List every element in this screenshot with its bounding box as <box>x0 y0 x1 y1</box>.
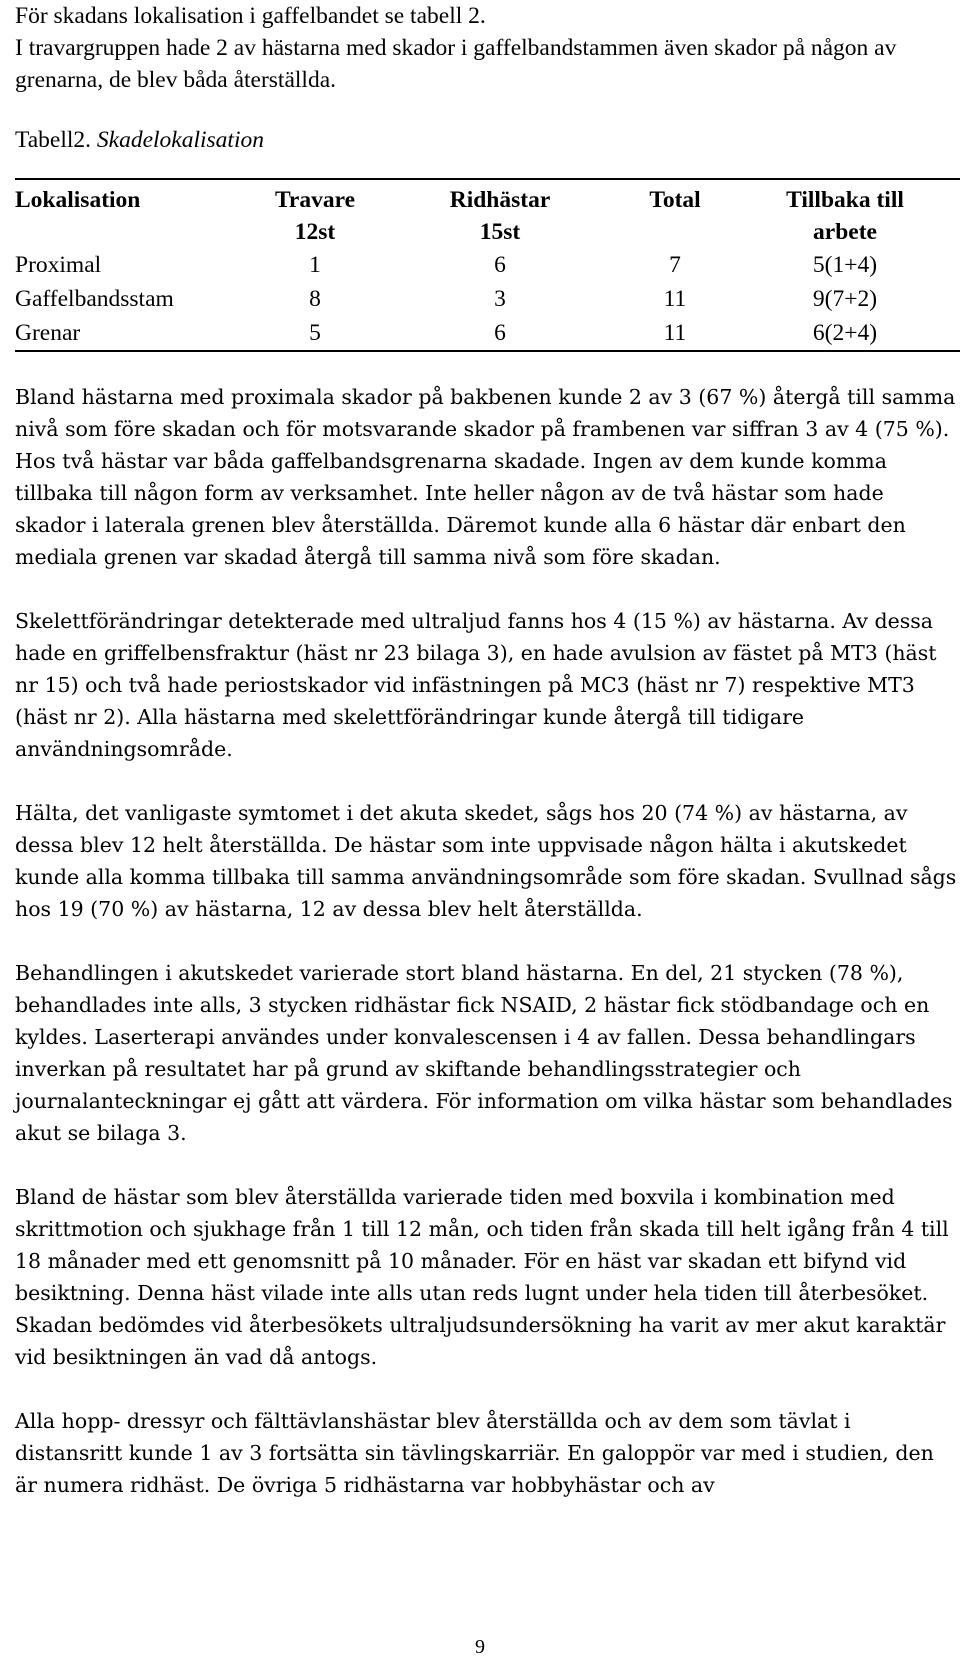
cell-lokalisation: Gaffelbandsstam <box>15 286 174 312</box>
cell-tillbaka: 5(1+4) <box>812 252 878 278</box>
table-caption <box>15 124 264 156</box>
body-text <box>15 381 960 1533</box>
cell-travare: 5 <box>250 316 380 351</box>
cell-lokalisation: Proximal <box>15 252 102 278</box>
table-caption-title: Skadelokalisation <box>96 127 264 153</box>
table-header-row <box>15 179 960 216</box>
paragraph: Hälta, det vanligaste symtomet i det akuta skedet, sågs hos 20 (74 %) av hästarna, av dessa blev 12 helt återställda. De hästar som inte uppvisade någon hälta i akutskedet kunde alla komma tillbaka till samma användningsområde som före skadan. Svullnad sågs hos 19 (70 %) av hästarna, 12 av dessa blev helt återställda. <box>15 801 957 921</box>
paragraph: Bland de hästar som blev återställda varierade tiden med boxvila i kombination med skrittmotion och sjukhage från 1 till 12 mån, och tiden från skada till helt igång från 4 till 18 månader med ett genomsnitt på 10 månader. För en häst var skadan ett bifynd vid besiktning. Denna häst vilade inte alls utan reds lugnt under hela tiden till återbesöket. Skadan bedömdes vid återbesökets ultraljudsundersökning ha varit av mer akut karaktär vid besiktningen än vad då antogs. <box>15 1185 949 1369</box>
header-tillbaka: Tillbaka till <box>730 179 960 216</box>
cell-tillbaka: 9(7+2) <box>812 286 878 312</box>
intro-text <box>15 0 960 96</box>
paragraph: Behandlingen i akutskedet varierade stort bland hästarna. En del, 21 stycken (78 %), behandlades inte alls, 3 stycken ridhästar fick NSAID, 2 hästar fick stödbandage och en kyldes. Laserterapi användes under konvalescensen i 4 av fallen. Dessa behandlingars inverkan på resultatet har på grund av skiftande behandlingsstrategier och journalanteckningar ej gått att värdera. För information om vilka hästar som behandlades akut se bilaga 3. <box>15 961 953 1145</box>
header-lokalisation: Lokalisation <box>15 179 250 216</box>
cell-travare: 8 <box>309 286 321 312</box>
cell-tillbaka: 6(2+4) <box>730 316 960 351</box>
header-travare: Travare <box>250 179 380 216</box>
cell-total: 11 <box>620 316 730 351</box>
table-row <box>15 248 960 282</box>
header-tillbaka-2: arbete <box>813 219 877 245</box>
header-total: Total <box>620 179 730 216</box>
table-row <box>15 316 960 351</box>
header-ridhastar-count: 15st <box>479 219 521 245</box>
page-number: 9 <box>475 1636 485 1658</box>
table-header-row-2 <box>15 216 960 248</box>
intro-line-1: För skadans lokalisation i gaffelbandet se tabell 2. <box>15 3 486 29</box>
cell-total: 7 <box>669 252 681 278</box>
paragraph: Skelettförändringar detekterade med ultraljud fanns hos 4 (15 %) av hästarna. Av dessa hade en griffelbensfraktur (häst nr 23 bilaga 3), en hade avulsion av fästet på MT3 (häst nr 15) och två hade periostskador vid infästningen på MC3 (häst nr 7) respektive MT3 (häst nr 2). Alla hästarna med skelettförändringar kunde återgå till tidigare användningsområde. <box>15 609 937 761</box>
cell-travare: 1 <box>309 252 321 278</box>
header-ridhastar: Ridhästar <box>380 179 620 216</box>
document-page <box>15 0 960 1497</box>
table-caption-label: Tabell2. <box>15 127 92 153</box>
header-travare-count: 12st <box>294 219 336 245</box>
paragraph: Bland hästarna med proximala skador på bakbenen kunde 2 av 3 (67 %) återgå till samma nivå som före skadan och för motsvarande skador på frambenen var siffran 3 av 4 (75 %). Hos två hästar var båda gaffelbandsgrenarna skadade. Ingen av dem kunde komma tillbaka till någon form av verksamhet. Inte heller någon av de två hästar som hade skador i laterala grenen blev återställda. Däremot kunde alla 6 hästar där enbart den mediala grenen var skadad återgå till samma nivå som före skadan. <box>15 385 956 569</box>
paragraph: Alla hopp- dressyr och fälttävlanshästar blev återställda och av dem som tävlat i distansritt kunde 1 av 3 fortsätta sin tävlingskarriär. En galoppör var med i studien, den är numera ridhäst. De övriga 5 ridhästarna var hobbyhästar och av <box>15 1409 934 1497</box>
intro-line-2: I travargruppen hade 2 av hästarna med skador i gaffelbandstammen även skador på någon av grenarna, de blev båda återställda. <box>15 35 897 93</box>
cell-lokalisation: Grenar <box>15 316 250 351</box>
table-row <box>15 282 960 316</box>
skadelokalisation-table <box>15 178 960 352</box>
cell-total: 11 <box>663 286 687 312</box>
cell-ridhastar: 6 <box>380 316 620 351</box>
cell-ridhastar: 6 <box>494 252 506 278</box>
cell-ridhastar: 3 <box>494 286 506 312</box>
